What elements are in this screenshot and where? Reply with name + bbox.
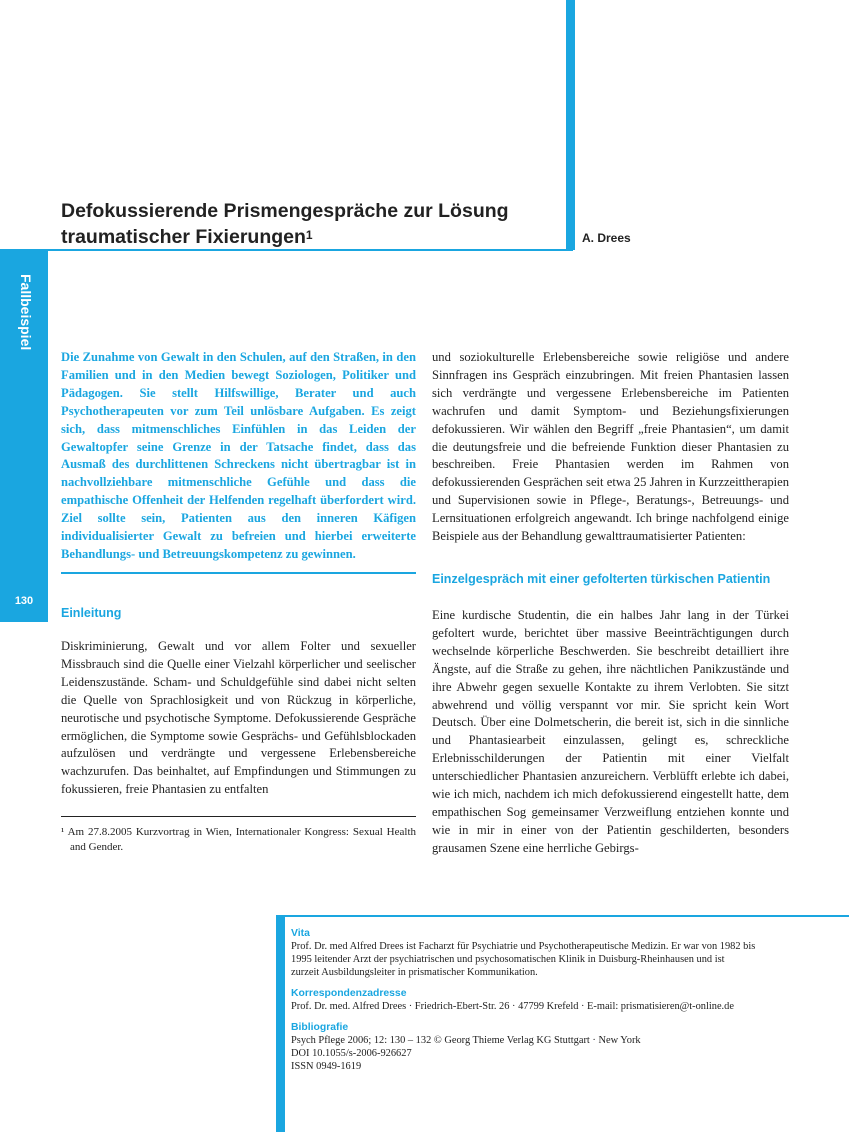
case-text: Eine kurdische Studentin, die ein halbes Jahr lang in der Türkei gefoltert wurde, berichtet über massive Beeinträchtigungen durch wechselnde körperliche Beschwerden. Sie beschreibt detailliert ihre Ängste, auf die Straße zu gehen, ihre nächtlichen Panikzustände und ihre Abwehr gegen sexuelle Kontakte zu ihrem Verlobten. Sie sitzt abwehrend und völlig verspannt vor mir. Sie spricht kein Wort Deutsch. Über eine Dolmetscherin, die bereit ist, sich in die sinnliche und Phantasiearbeit einzulassen, gelingt es, schreckliche Erlebnisschilderungen der Patientin mit einer Vielfalt unterschiedlicher Phantasien anzureichern. Verblüfft erlebte ich dabei, wie ich mich, nachdem ich mich defokussierend eingestellt hatte, dem empathischen Sog gemeinsamer Verzweiflung entziehen konnte und wie in mir in einer von der Patientin geschilderten, besonders grausamen Szene eine herrliche Gebirgs- — [432, 608, 789, 855]
abstract-text: Die Zunahme von Gewalt in den Schulen, auf den Straßen, in den Familien und in den Medien bewegt Soziologen, Politiker und Pädagogen. Sie stellt Hilfswillige, Berater und auch Psychotherapeuten vor zum Teil unlösbare Aufgaben. Es zeigt sich, dass mitmenschliches Einfühlen in das Leiden der Gewaltopfer seine Grenze in der Tatsache findet, dass das Ausmaß des durchlittenen Schreckens nicht übertragbar ist in nachvollziehbare mitmenschliche Gefühle und dass die empathische Offenheit der Helfenden regelhaft überfordert wird. Ziel sollte sein, Patienten aus den inneren Käfigen individualisierter Gewalt zu befreien und hierbei erweiterte Behandlungs- und Betreuungskompetenz zu gewinnen. — [61, 350, 416, 561]
issn-line: ISSN 0949-1619 — [291, 1061, 362, 1072]
footnote: ¹ Am 27.8.2005 Kurzvortrag in Wien, Internationaler Kongress: Sexual Health and Gender. — [61, 826, 416, 853]
abstract — [61, 349, 416, 564]
bibliography-line-1: Psych Pflege 2006; 12: 130 – 132 © Georg Thieme Verlag KG Stuttgart · New York — [291, 1035, 641, 1046]
infobox-accent-bar — [276, 916, 285, 1132]
abstract-divider — [61, 572, 416, 574]
footnote-divider — [61, 816, 416, 817]
intro-text: Diskriminierung, Gewalt und vor allem Folter und sexueller Missbrauch sind die Quelle einer Vielzahl körperlicher und seelischer Leidenszustände. Scham- und Schuldgefühle sind dabei nicht selten die Quelle von Sprachlosigkeit und von Rückzug in körperliche, neurotische und psychotische Symptome. Defokussierende Gespräche ermöglichen, die Symptome sowie Gesprächs- und Gefühlsblockaden aufzulösen und verdrängte und vergessene Erlebensbereiche wachzurufen. Das beinhaltet, auf Empfindungen und Stimmungen zu fokussieren, freie Phantasien zu entfalten — [61, 639, 416, 797]
vita-line-1: Prof. Dr. med Alfred Drees ist Facharzt für Psychiatrie und Psychotherapeutische Medizin. Er war von 1982 bis — [291, 941, 756, 952]
page-number: 130 — [14, 595, 34, 607]
case-section — [432, 607, 789, 858]
address-block — [291, 987, 796, 1013]
author-infobox — [291, 927, 796, 1081]
vita-line-3: zurzeit Ausbildungsleiter in prismatischer Kommunikation. — [291, 967, 538, 978]
address-heading: Korrespondenzadresse — [291, 988, 407, 999]
doi-line: DOI 10.1055/s-2006-926627 — [291, 1048, 412, 1059]
right-column-continuation — [432, 349, 789, 546]
vita-line-2: 1995 leitender Arzt der psychiatrischen und psychosomatischen Klinik in Duisburg-Rheinhausen und ist — [291, 954, 725, 965]
title-line-2: traumatischer Fixierungen — [61, 226, 306, 248]
article-title — [61, 198, 561, 250]
intro-heading: Einleitung — [61, 606, 122, 620]
case-heading: Einzelgespräch mit einer gefolterten türkischen Patientin — [432, 572, 771, 586]
title-footnote-mark: 1 — [305, 228, 313, 242]
vita-block — [291, 927, 796, 979]
right-column-text: und soziokulturelle Erlebensbereiche sowie religiöse und andere Sinnfragen ins Gespräch einzubringen. Mit freien Phantasien lassen sich verdrängte und vergessene Erlebensbereiche im Patienten wachrufen und damit Symptom- und Beziehungsfixierungen defokussieren. Wir wählen den Begriff „freie Phantasien“, um damit die deutungsfreie und die befreiende Funktion dieser Phantasien zu beschreiben. Freie Phantasien werden im Rahmen von defokussierenden Gesprächen seit etwa 25 Jahren in Kurzzeittherapien und Supervisionen sowie in Pflege-, Beratungs-, Betreuungs- und Lernsituationen erfolgreich angewandt. Ich bringe nachfolgend einige Beispiele aus der Behandlung gewalttraumatisierter Patienten: — [432, 350, 789, 544]
address-text: Prof. Dr. med. Alfred Drees · Friedrich-Ebert-Str. 26 · 47799 Krefeld · E-mail: prismatisieren@t-online.de — [291, 1001, 734, 1012]
vita-heading: Vita — [291, 928, 310, 939]
bibliography-heading: Bibliografie — [291, 1022, 349, 1033]
intro-section — [61, 638, 416, 799]
title-line-1: Defokussierende Prismengespräche zur Lösung — [61, 200, 509, 222]
infobox-top-rule — [276, 915, 849, 917]
section-label: Fallbeispiel — [18, 274, 34, 351]
bibliography-block — [291, 1021, 796, 1073]
header-accent-bar — [566, 0, 575, 250]
author-name: A. Drees — [582, 231, 631, 245]
